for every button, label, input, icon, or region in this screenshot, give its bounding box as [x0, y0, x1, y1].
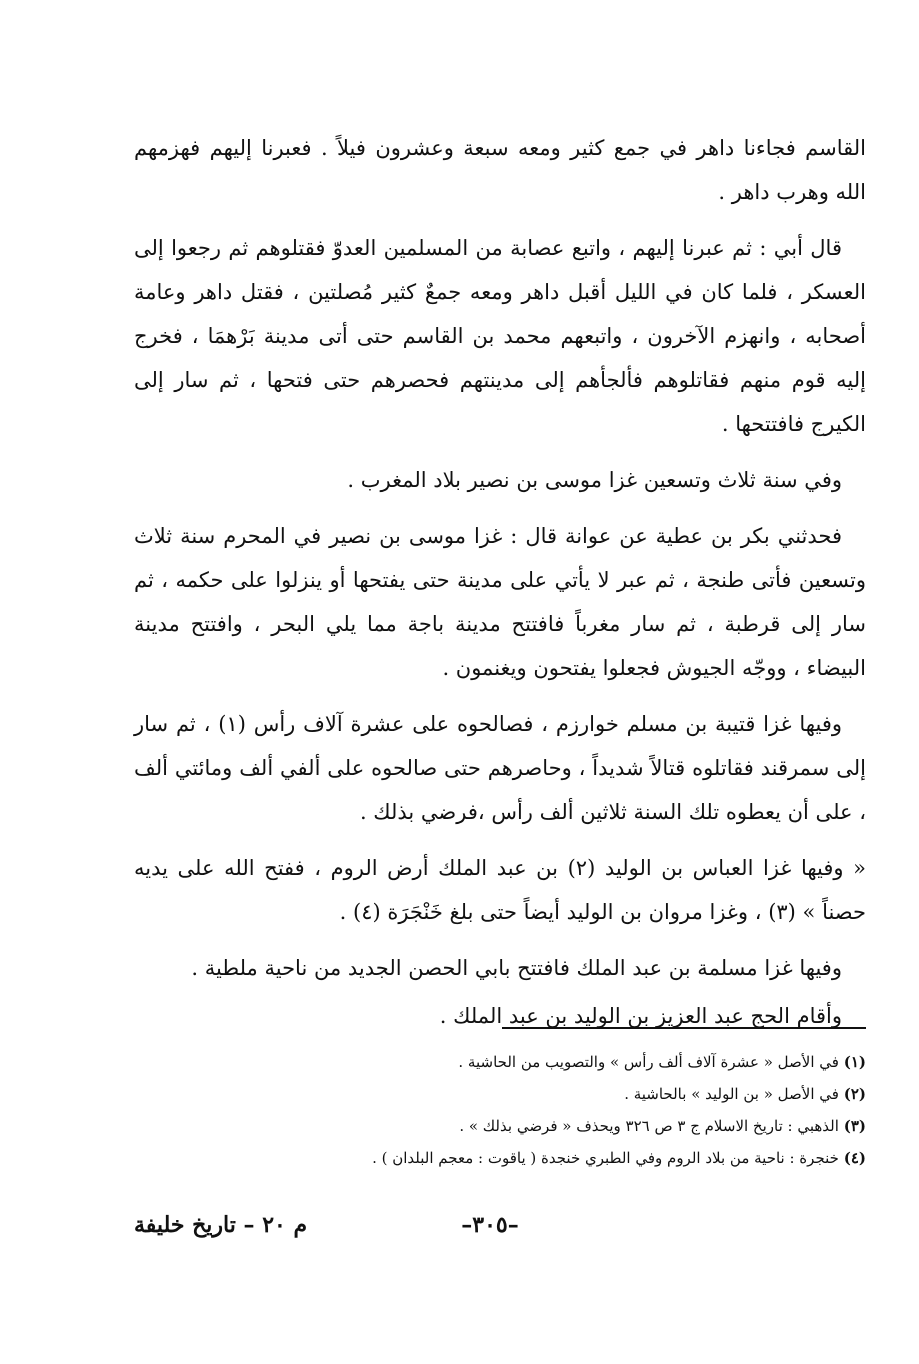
footnote-4-mark: (٤) [843, 1149, 866, 1167]
paragraph-2: قال أبي : ثم عبرنا إليهم ، واتبع عصابة من المسلمين العدوّ فقتلوهم ثم رجعوا إلى العسكر ، فلما كان في الليل أقبل داهر ومعه جمعٌ كثير مُصلتين ، فقتل داهر وعامة أصحابه ، وانهزم الآخرون ، واتبعهم محمد بن القاسم حتى أتى مدينة بَرْهمَا ، فخرج إليه قوم منهم فقاتلوهم فألجأهم إلى مدينتهم فحصرهم حتى فتحها ، ثم سار إلى الكيرج فافتتحها . [134, 236, 866, 436]
footnotes [200, 1046, 866, 1174]
paragraph-1: القاسم فجاءنا داهر في جمع كثير ومعه سبعة وعشرون فيلاً . فعبرنا إليهم فهزمهم الله وهرب داهر . [134, 136, 866, 204]
footnote-1 [200, 1046, 866, 1078]
footnote-3-mark: (٣) [843, 1117, 866, 1135]
footnote-2-mark: (٢) [843, 1085, 866, 1103]
footnote-divider [502, 1027, 866, 1029]
paragraph-4: فحدثني بكر بن عطية عن عوانة قال : غزا موسى بن نصير في المحرم سنة ثلاث وتسعين فأتى طنجة ، ثم عبر لا يأتي على مدينة حتى يفتحها أو ينزلوا على حكمه ، ثم سار إلى قرطبة ، ثم سار مغرباً فافتتح مدينة باجة مما يلي البحر ، وافتتح مدينة البيضاء ، ووجّه الجيوش فجعلوا يفتحون ويغنمون . [134, 524, 866, 680]
paragraph-3: وفي سنة ثلاث وتسعين غزا موسى بن نصير بلاد المغرب . [347, 468, 842, 492]
footnote-1-text: في الأصل « عشرة آلاف ألف رأس » والتصويب من الحاشية . [458, 1053, 839, 1071]
footnote-4 [200, 1142, 866, 1174]
paragraph-6: « وفيها غزا العباس بن الوليد (٢) بن عبد الملك أرض الروم ، ففتح الله على يديه حصناً » (٣) ، وغزا مروان بن الوليد أيضاً حتى بلغ خَنْجَرَة (٤) . [134, 856, 866, 924]
paragraph-5: وفيها غزا قتيبة بن مسلم خوارزم ، فصالحوه على عشرة آلاف رأس (١) ، ثم سار إلى سمرقند فقاتلوه قتالاً شديداً ، وحاصرهم حتى صالحوه على ألفي ألف ومائتي ألف ، على أن يعطوه تلك السنة ثلاثين ألف رأس ،فرضي بذلك . [134, 712, 866, 824]
paragraph-7: وفيها غزا مسلمة بن عبد الملك فافتتح بابي الحصن الجديد من ناحية ملطية . [191, 956, 842, 980]
main-text [134, 126, 866, 1050]
footnote-2-text: في الأصل « بن الوليد » بالحاشية . [624, 1085, 839, 1103]
footnote-3 [200, 1110, 866, 1142]
footnote-4-text: خنجرة : ناحية من بلاد الروم وفي الطبري خنجدة ( ياقوت : معجم البلدان ) . [372, 1149, 839, 1167]
paragraph-8: وأقام الحج عبد العزيز بن الوليد بن عبد الملك . [439, 1004, 842, 1028]
page-number: –٣٠٥– [461, 1212, 519, 1238]
footnote-2 [200, 1078, 866, 1110]
signature-mark: م ٢٠ – تاريخ خليفة [134, 1212, 308, 1238]
footnote-1-mark: (١) [843, 1053, 866, 1071]
footnote-3-text: الذهبي : تاريخ الاسلام ج ٣ ص ٣٢٦ ويحذف « فرضي بذلك » . [459, 1117, 839, 1135]
